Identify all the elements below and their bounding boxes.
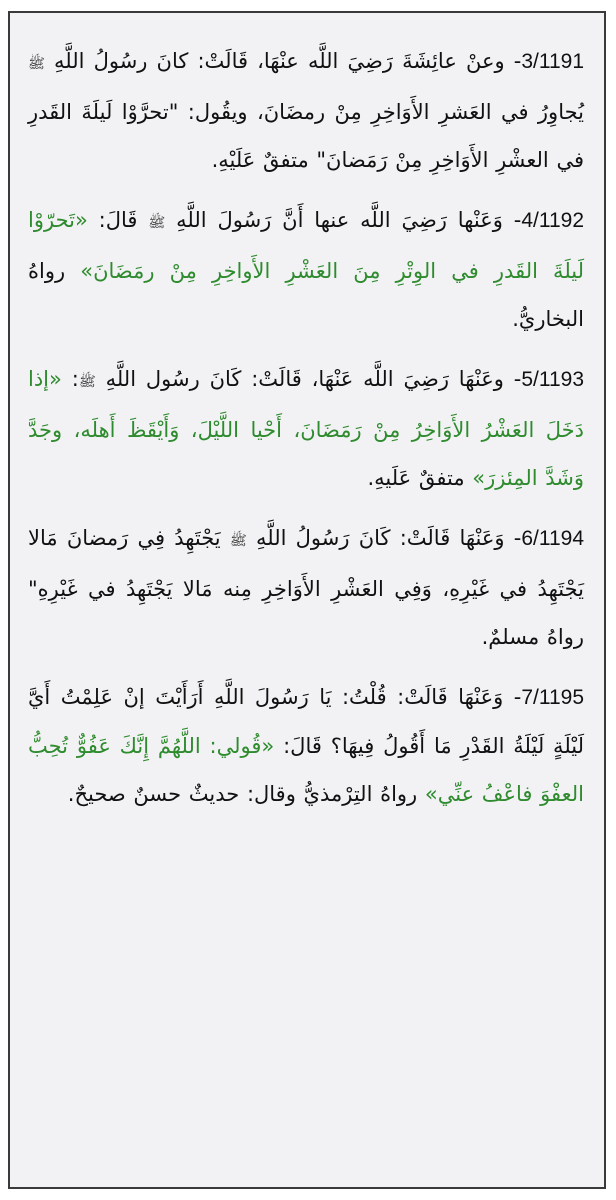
hadith-text: - وعنْ عائِشَةَ رَضِيَ اللَّه عنْهَا، قَالَتْ: كانَ رسُولُ اللَّهِ <box>44 49 522 73</box>
hadith-text: - وعَنْهَا رَضِيَ اللَّه عَنْهَا، قَالَتْ: كَانَ رسُول اللَّهِ <box>95 367 522 391</box>
prophetic-quote: «تَحرّوْا لَيلَةَ القَدرِ في الوِتْرِ مِنَ العَشْرِ الأَواخِرِ مِنْ رمَضَانَ» <box>28 208 585 283</box>
hadith-text: قَالَ: <box>87 208 149 232</box>
hadith-4-1192 <box>28 196 584 343</box>
hadith-text: يَجْتَهِدُ فِي رَمضانَ مَالا يَجْتَهِدُ في غَيْرِهِ، وَفِي العَشْرِ الأَوَاخِرِ مِنه مَالا يَجْتَهِدُ في غَيْرِهِ" رواهُ مسلمٌ. <box>28 526 584 649</box>
hadith-5-1193 <box>28 355 584 502</box>
hadith-text: - وَعَنْهَا قَالَتْ: كَانَ رَسُولُ اللَّهِ <box>246 526 522 550</box>
hadith-number: 3/1191 <box>521 50 584 73</box>
pbuh-symbol: ﷺ <box>78 374 96 390</box>
hadith-text-block <box>28 37 584 830</box>
hadith-6-1194 <box>28 514 584 661</box>
hadith-source: متفقٌ عَلَيهِ. <box>367 466 473 490</box>
prophetic-quote: «قُولي: اللَّهُمَّ إِنَّكَ عَفُوٌّ تُحِبُّ العفْوَ فاعْفُ عنِّي» <box>28 734 584 806</box>
book-page <box>8 11 606 1189</box>
hadith-text: - وَعَنْها رَضِيَ اللَّه عنها أَنَّ رَسُولَ اللَّهِ <box>165 208 522 232</box>
pbuh-symbol: ﷺ <box>28 56 45 72</box>
hadith-number: 6/1194 <box>521 527 584 550</box>
prophetic-quote: «إذا دَخَلَ العَشْرُ الأَوَاخِرُ مِنْ رَمَضَانَ، أَحْيا اللَّيْلَ، وَأَيْقَظَ أَهلَه، وجَدَّ وَشَدَّ المِئزرَ» <box>28 367 584 490</box>
hadith-source: رواهُ البخاريُّ. <box>28 259 584 331</box>
hadith-number: 5/1193 <box>521 368 584 391</box>
hadith-number: 7/1195 <box>521 686 584 709</box>
hadith-text: : <box>61 367 79 391</box>
pbuh-symbol: ﷺ <box>148 215 166 231</box>
hadith-text: - وَعَنْهَا قَالَتْ: قُلْتُ: يَا رَسُولَ اللَّهِ أَرَأَيْتَ إنْ عَلِمْتُ أَيَّ لَيْلَةٍ لَيْلَةُ القَدْرِ مَا أَقُولُ فِيهَا؟ قَالَ: <box>28 685 585 758</box>
pbuh-symbol: ﷺ <box>229 533 247 549</box>
hadith-number: 4/1192 <box>521 209 584 232</box>
hadith-3-1191 <box>28 37 584 184</box>
hadith-7-1195 <box>28 673 584 818</box>
hadith-source: رواهُ التِرْمذيُّ وقال: حديثٌ حسنٌ صحيحٌ. <box>67 782 425 806</box>
hadith-text: يُجاوِرُ في العَشرِ الأَوَاخِرِ مِنْ رمضَانَ، ويقُول: "تحرَّوْا لَيلَةَ القَدرِ في العشْرِ الأَوَاخِرِ مِنْ رَمَضانَ" متفقٌ عَلَيْهِ. <box>28 100 584 172</box>
